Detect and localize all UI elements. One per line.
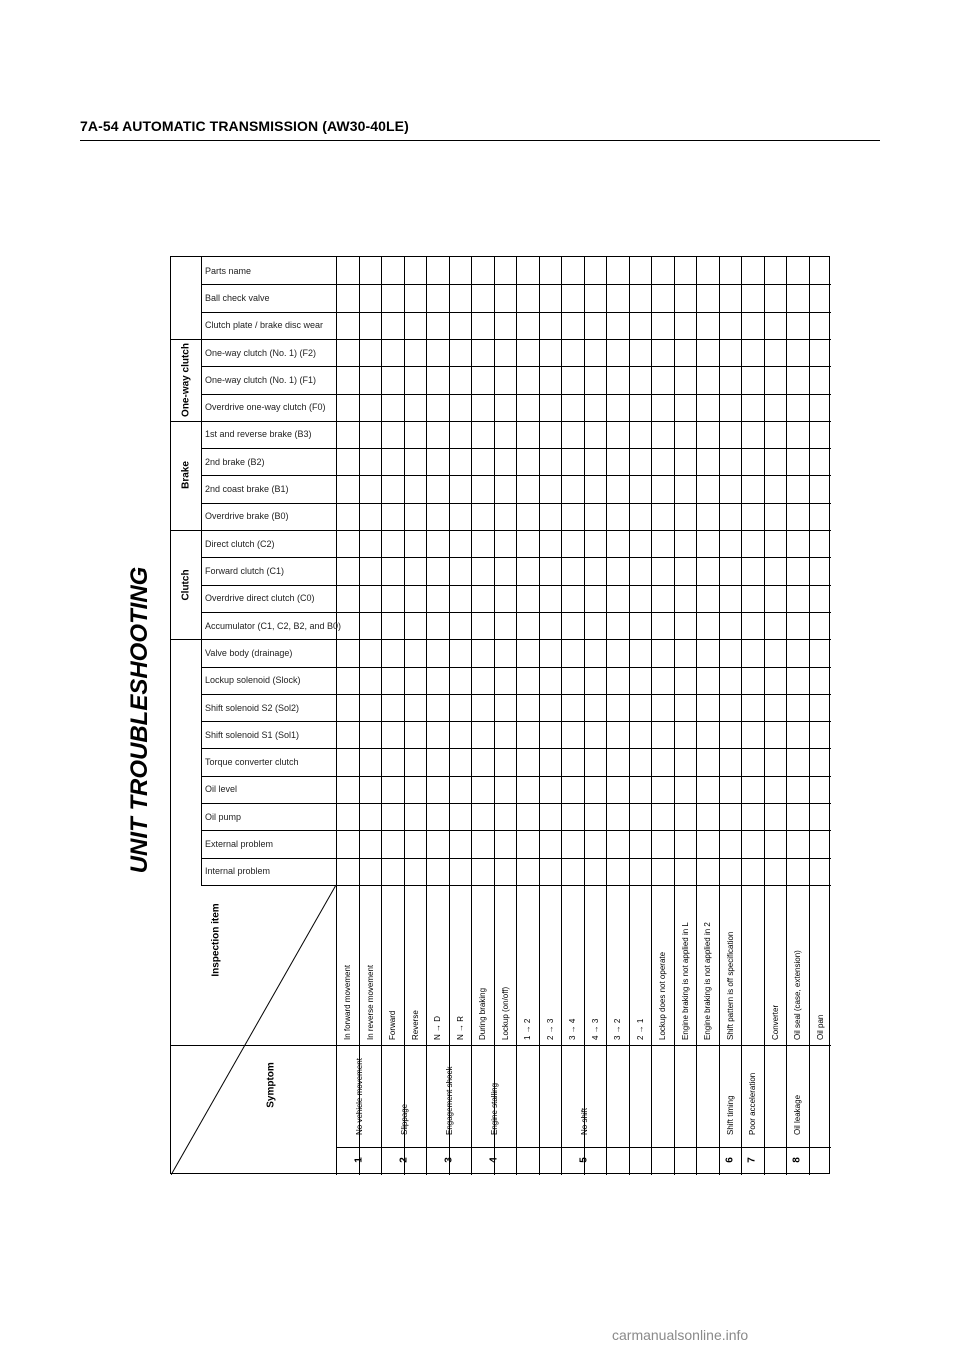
column-header: Engine braking is not applied in 2 <box>703 922 712 1040</box>
group-label: Brake <box>180 461 192 490</box>
row-label: One-way clutch (No. 1) (F1) <box>205 375 317 385</box>
symptom-number: 6 <box>724 1157 736 1163</box>
symptom-name: Shift timing <box>726 1095 735 1135</box>
corner-diagonal-line <box>171 885 336 1175</box>
symptom-name: No shift <box>580 1107 589 1135</box>
row-label: Direct clutch (C2) <box>205 539 275 549</box>
column-header: Lockup does not operate <box>658 951 667 1040</box>
column-header: N → R <box>456 1016 465 1040</box>
row-label: Clutch plate / brake disc wear <box>205 320 324 330</box>
grid-line <box>764 885 765 1175</box>
column-header: 2 → 1 <box>636 1018 645 1040</box>
column-header: Reverse <box>411 1010 420 1040</box>
row-label: Overdrive direct clutch (C0) <box>205 593 315 603</box>
symptom-number: 5 <box>578 1157 590 1163</box>
column-header: Engine braking is not applied in L <box>681 922 690 1040</box>
row-label: 1st and reverse brake (B3) <box>205 429 312 439</box>
page-header: 7A-54 AUTOMATIC TRANSMISSION (AW30-40LE) <box>80 118 409 134</box>
column-header: Lockup (on/off) <box>501 986 510 1040</box>
row-label: External problem <box>205 839 274 849</box>
row-label: Torque converter clutch <box>205 757 299 767</box>
symptom-number: 7 <box>746 1157 758 1163</box>
corner-top-label: Inspection item <box>210 903 222 977</box>
symptom-number: 1 <box>353 1157 365 1163</box>
group-label: One-way clutch <box>180 342 192 417</box>
grid-line <box>741 885 742 1175</box>
symptom-name: Engagement shock <box>445 1066 454 1135</box>
column-header: In forward movement <box>343 964 352 1040</box>
grid-line <box>719 885 720 1175</box>
column-header: Oil seal (case, extension) <box>793 950 802 1040</box>
column-header: 3 → 2 <box>613 1018 622 1040</box>
column-header: Forward <box>388 1010 397 1040</box>
row-label: 2nd coast brake (B1) <box>205 484 289 494</box>
row-label: 2nd brake (B2) <box>205 457 265 467</box>
column-header: Shift pattern is off specification <box>726 931 735 1040</box>
row-label: One-way clutch (No. 1) (F2) <box>205 348 317 358</box>
symptom-name: Engine stalling <box>490 1082 499 1135</box>
row-label: Internal problem <box>205 866 271 876</box>
grid-line <box>471 885 472 1175</box>
grid-line <box>516 885 517 1175</box>
symptom-name: Poor acceleration <box>748 1072 757 1135</box>
row-label: Oil level <box>205 784 238 794</box>
symptom-name: No vehicle movement <box>355 1058 364 1135</box>
troubleshooting-table <box>170 256 830 1174</box>
header-rule <box>80 140 880 141</box>
watermark: carmanualsonline.info <box>612 1327 749 1343</box>
column-header: 1 → 2 <box>523 1018 532 1040</box>
symptom-name: Oil leakage <box>793 1094 802 1135</box>
row-label: Forward clutch (C1) <box>205 566 285 576</box>
row-label: Lockup solenoid (Slock) <box>205 675 301 685</box>
corner-bottom-label: Symptom <box>265 1062 277 1108</box>
row-label: Valve body (drainage) <box>205 648 293 658</box>
row-label: Shift solenoid S2 (Sol2) <box>205 703 300 713</box>
column-header: 3 → 4 <box>568 1018 577 1040</box>
row-label: Shift solenoid S1 (Sol1) <box>205 730 300 740</box>
column-header: N → D <box>433 1016 442 1040</box>
grid-line <box>426 885 427 1175</box>
symptom-number: 8 <box>791 1157 803 1163</box>
column-header: 4 → 3 <box>591 1018 600 1040</box>
row-label: Accumulator (C1, C2, B2, and B0) <box>205 621 342 631</box>
row-label: Parts name <box>205 266 252 276</box>
row-label: Overdrive one-way clutch (F0) <box>205 402 326 412</box>
column-header: During braking <box>478 987 487 1040</box>
row-label: Oil pump <box>205 812 242 822</box>
symptom-number: 2 <box>398 1157 410 1163</box>
sheet-title: UNIT TROUBLESHOOTING <box>126 566 153 874</box>
row-label: Ball check valve <box>205 293 270 303</box>
grid-line <box>651 885 652 1175</box>
column-header: 2 → 3 <box>546 1018 555 1040</box>
symptom-number: 3 <box>443 1157 455 1163</box>
group-label: Clutch <box>180 569 192 601</box>
symptom-name: Slippage <box>400 1103 409 1135</box>
column-header: Converter <box>771 1004 780 1040</box>
grid-line <box>336 1147 831 1148</box>
column-header: In reverse movement <box>366 964 375 1040</box>
symptom-number: 4 <box>488 1157 500 1163</box>
row-label: Overdrive brake (B0) <box>205 511 289 521</box>
grid-line <box>381 885 382 1175</box>
column-header: Oil pan <box>816 1014 825 1040</box>
